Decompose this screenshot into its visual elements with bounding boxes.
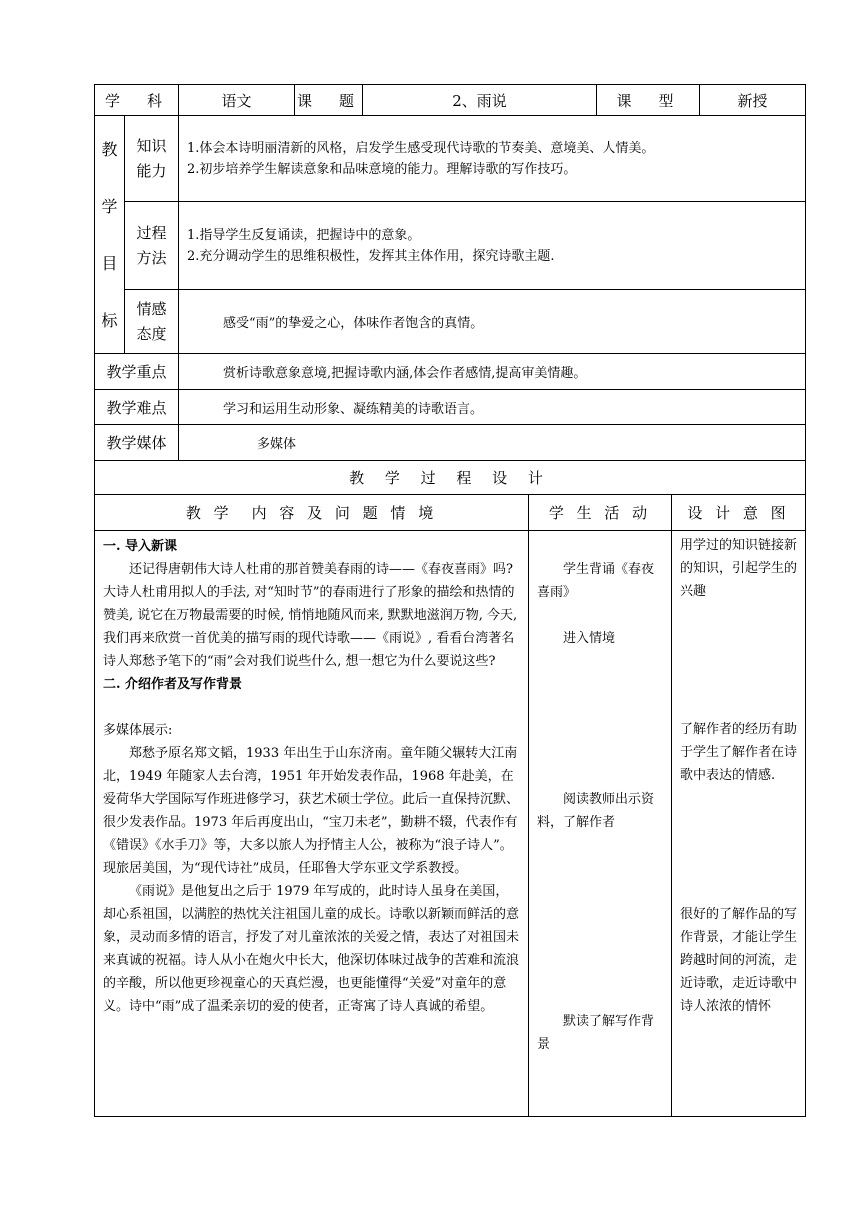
type-value: 新授 [700, 85, 806, 116]
activity-column-header: 学 生 活 动 [529, 495, 672, 531]
lesson-plan [94, 84, 805, 1117]
knowledge-label: 知识 能力 [125, 116, 179, 202]
process-body-row [95, 531, 806, 1117]
topic-value: 2、雨说 [363, 85, 597, 116]
media-text: 多媒体 [179, 425, 806, 461]
objectives-side-label: 教 学 目 标 [95, 116, 125, 354]
emotion-text: 感受“雨”的挚爱之心，体味作者饱含的真情。 [179, 290, 806, 354]
type-label: 课 型 [597, 85, 700, 116]
section-1-title: 一. 导入新课 [103, 539, 178, 554]
objective-process-row [95, 202, 806, 290]
process-title-row [95, 461, 806, 495]
key-points-label: 教学重点 [95, 354, 179, 390]
intent-2: 了解作者的经历有助于学生了解作者在诗歌中表达的情感. [680, 722, 798, 783]
section-2-title: 二. 介绍作者及写作背景 [103, 677, 243, 692]
activity-cell [529, 531, 672, 1117]
intent-cell [672, 531, 806, 1117]
subject-value: 语文 [179, 85, 295, 116]
media-show-label: 多媒体展示: [103, 723, 173, 738]
emotion-label: 情感 态度 [125, 290, 179, 354]
lesson-plan-table [94, 84, 806, 1117]
activity-2: 进入情境 [563, 631, 616, 646]
activity-4: 默读了解写作背景 [537, 1014, 655, 1052]
process-columns-row [95, 495, 806, 531]
process-items: 1.指导学生反复诵读，把握诗中的意象。 2.充分调动学生的思维积极性，发挥其主体作用，探究诗歌主题. [179, 202, 806, 290]
intent-column-header: 设 计 意 图 [672, 495, 806, 531]
difficulties-label: 教学难点 [95, 390, 179, 425]
media-row [95, 425, 806, 461]
difficulties-row [95, 390, 806, 425]
intent-3: 很好的了解作品的写作背景，才能让学生跨越时间的河流，走近诗歌，走近诗歌中诗人浓浓的情怀 [680, 907, 798, 1014]
topic-label: 课 题 [295, 85, 363, 116]
activity-1: 学生背诵《春夜喜雨》 [537, 562, 655, 600]
content-cell [95, 531, 529, 1117]
media-label: 教学媒体 [95, 425, 179, 461]
objective-knowledge-row [95, 116, 806, 202]
background-paragraph: 《雨说》是他复出之后于 1979 年写成的，此时诗人虽身在美国，却心系祖国，以满腔的热忱关注祖国儿童的成长。诗歌以新颖而鲜活的意象，灵动而多情的语言，抒发了对儿童浓浓的关爱之情，表达了对祖国未来真诚的祝福。诗人从小在炮火中长大，他深切体味过战争的苦难和流浪的辛酸，所以他更珍视童心的天真烂漫，也更能懂得“关爱”对童年的意义。诗中“雨”成了温柔亲切的爱的使者，正寄寓了诗人真诚的希望。 [103, 884, 520, 1014]
subject-label: 学 科 [95, 85, 179, 116]
section-1-paragraph: 还记得唐朝伟大诗人杜甫的那首赞美春雨的诗——《春夜喜雨》吗?大诗人杜甫用拟人的手法, 对“知时节”的春雨进行了形象的描绘和热情的赞美, 说它在万物最需要的时候, 悄悄地随风而来, 默默地滋润万物, 今天, 我们再来欣赏一首优美的描写雨的现代诗歌——《雨说》, 看看台湾著名诗人郑愁予笔下的“雨”会对我们说些什么, 想一想它为什么要说这些? [103, 562, 518, 669]
key-points-row [95, 354, 806, 390]
intent-1: 用学过的知识链接新的知识，引起学生的兴趣 [680, 538, 798, 599]
difficulties-text: 学习和运用生动形象、凝练精美的诗歌语言。 [179, 390, 806, 425]
process-label: 过程 方法 [125, 202, 179, 290]
content-column-header: 教 学 内 容 及 问 题 情 境 [95, 495, 529, 531]
key-points-text: 赏析诗歌意象意境,把握诗歌内涵,体会作者感情,提高审美情趣。 [179, 354, 806, 390]
process-title: 教 学 过 程 设 计 [95, 461, 806, 495]
header-row [95, 85, 806, 116]
objective-emotion-row [95, 290, 806, 354]
activity-3: 阅读教师出示资料，了解作者 [537, 792, 655, 830]
author-paragraph: 郑愁予原名郑文韬，1933 年出生于山东济南。童年随父辗转大江南北，1949 年随家人去台湾，1951 年开始发表作品，1968 年赴美，在爱荷华大学国际写作班进修学习，获艺术硕士学位。此后一直保持沉默、很少发表作品。1973 年后再度出山，“宝刀未老”，勤耕不辍，代表作有《错误》《水手刀》等，大多以旅人为抒情主人公，被称为“浪子诗人”。现旅居美国，为“现代诗社”成员，任耶鲁大学东亚文学系教授。 [103, 746, 520, 876]
knowledge-items: 1.体会本诗明丽清新的风格，启发学生感受现代诗歌的节奏美、意境美、人情美。 2.初步培养学生解读意象和品味意境的能力。理解诗歌的写作技巧。 [179, 116, 806, 202]
